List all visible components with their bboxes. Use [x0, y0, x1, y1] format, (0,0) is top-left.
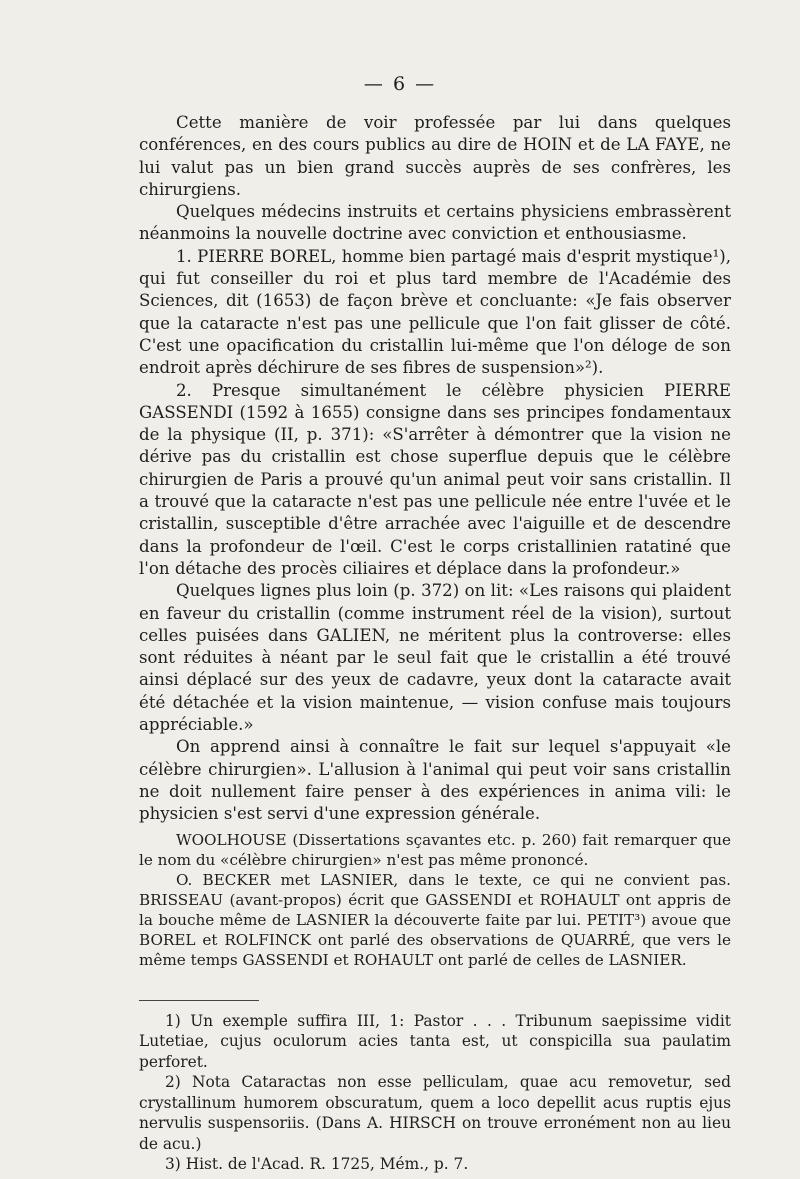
- page-number: — 6 —: [363, 73, 437, 95]
- footnotes: [139, 1011, 731, 1175]
- footnote-divider: [139, 1000, 259, 1001]
- paragraph: 2. Presque simultanément le célèbre physicien PIERRE GASSENDI (1592 à 1655) consigne dans ses principes fondamentaux de la physique (II, p. 371): «S'arrêter à démontrer que la vision ne dérive pas du cristallin est chose superflue depuis que le célèbre chirurgien de Paris a prouvé qu'un animal peut voir sans cristallin. Il a trouvé que la cataracte n'est pas une pellicule née entre l'uvée et le cristallin, susceptible d'être arrachée avec l'aiguille et de descendre dans la profondeur de l'œil. C'est le corps cristallinien ratatiné que l'on détache des procès ciliaires et déplace dans la profondeur.»: [139, 380, 731, 578]
- small-print-section: [139, 830, 731, 970]
- paragraph: Quelques médecins instruits et certains physiciens embrassèrent néanmoins la nouvelle doctrine avec conviction et enthousiasme.: [139, 202, 731, 244]
- small-paragraph: WOOLHOUSE (Dissertations sçavantes etc. p. 260) fait remarquer que le nom du «célèbre chirurgien» n'est pas même prononcé.: [139, 830, 731, 869]
- footnote: 2) Nota Cataractas non esse pelliculam, quae acu removetur, sed crystallinum humorem obscuratum, quem a loco depellit acus ruptis ejus nervulis suspensoriis. (Dans A. HIRSCH on trouve erronément non au lieu de acu.): [139, 1073, 731, 1153]
- small-paragraph: O. BECKER met LASNIER, dans le texte, ce qui ne convient pas. BRISSEAU (avant-propos) écrit que GASSENDI et ROHAULT ont appris de la bouche même de LASNIER la découverte faite par lui. PETIT³) avoue que BOREL et ROLFINCK ont parlé des observations de QUARRÉ, que vers le même temps GASSENDI et ROHAULT ont parlé de celles de LASNIER.: [139, 870, 731, 969]
- paragraph: 1. PIERRE BOREL, homme bien partagé mais d'esprit mystique¹), qui fut conseiller du roi et plus tard membre de l'Académie des Sciences, dit (1653) de façon brève et concluante: «Je fais observer que la cataracte n'est pas une pellicule que l'on fait glisser de côté. C'est une opacification du cristallin lui-même que l'on déloge de son endroit après déchirure de ses fibres de suspension»²).: [139, 246, 731, 378]
- footnote: 3) Hist. de l'Acad. R. 1725, Mém., p. 7.: [165, 1155, 469, 1173]
- paragraph: On apprend ainsi à connaître le fait sur lequel s'appuyait «le célèbre chirurgien». L'allusion à l'animal qui peut voir sans cristallin ne doit nullement faire penser à des expériences in anima vili: le physicien s'est servi d'une expression générale.: [139, 737, 731, 824]
- paragraph: Cette manière de voir professée par lui dans quelques conférences, en des cours publics au dire de HOIN et de LA FAYE, ne lui valut pas un bien grand succès auprès de ses confrères, les chirurgiens.: [139, 113, 731, 199]
- footnote: 1) Un exemple suffira III, 1: Pastor . . . Tribunum saepissime vidit Lutetiae, cujus oculorum acies tanta est, ut conspicilla sua paulatim perforet.: [139, 1011, 731, 1071]
- body-text: [139, 112, 731, 1175]
- paragraph: Quelques lignes plus loin (p. 372) on lit: «Les raisons qui plaident en faveur du cristallin (comme instrument réel de la vision), surtout celles puisées dans GALIEN, ne méritent plus la controverse: elles sont réduites à néant par le seul fait que le cristallin a été trouvé ainsi déplacé sur des yeux de cadavre, yeux dont la cataracte avait été détachée et la vision maintenue, — vision confuse mais toujours appréciable.»: [139, 581, 731, 735]
